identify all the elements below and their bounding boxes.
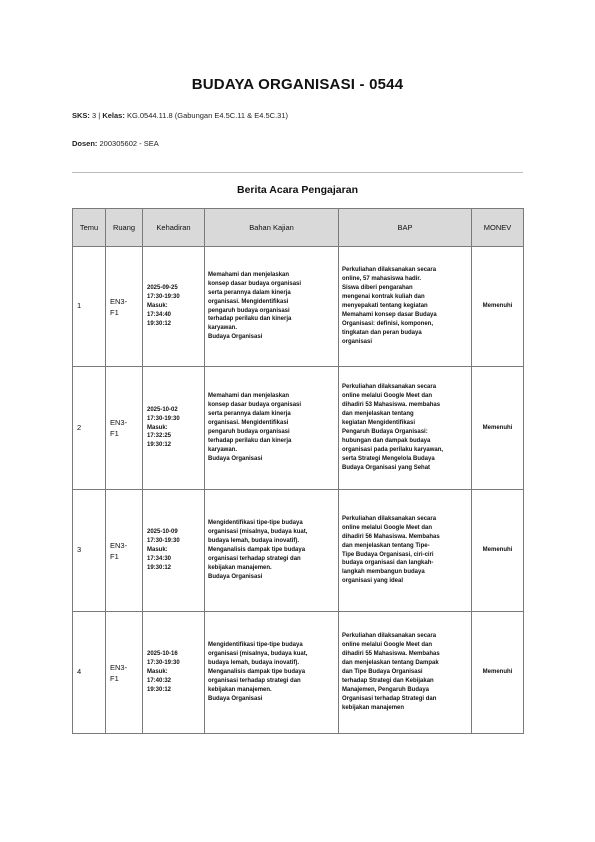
cell-monev: Memenuhi: [472, 247, 524, 367]
sks-value: 3: [92, 111, 97, 120]
column-header-temu: Temu: [73, 209, 106, 247]
cell-ruang-line: F1: [110, 673, 119, 683]
cell-kehadiran-line: 2025-10-16: [147, 651, 178, 658]
cell-bap-line: mengenai kontrak kuliah dan: [342, 294, 425, 301]
cell-bap-line: organisasi yang ideal: [342, 578, 404, 585]
cell-bap-line: dan menjelaskan tentang Dampak: [342, 660, 439, 667]
divider: [72, 172, 523, 173]
cell-bap: [339, 247, 472, 367]
cell-bahan-kajian-line: kebijakan manajemen.: [208, 686, 272, 693]
cell-bap-line: Tipe Budaya Organisasi, ciri-ciri: [342, 551, 434, 558]
cell-bap-line: Budaya Organisasi yang Sehat: [342, 464, 431, 471]
cell-bap: [339, 612, 472, 734]
cell-monev: Memenuhi: [472, 612, 524, 734]
cell-bahan-kajian-line: organisasi. Mengidentifikasi: [208, 298, 289, 305]
table-row: [73, 367, 524, 490]
cell-bahan-kajian-line: karyawan.: [208, 446, 238, 453]
cell-temu: 3: [73, 490, 106, 612]
cell-bap-line: budaya organisasi dan langkah-: [342, 560, 434, 567]
page-title: BUDAYA ORGANISASI - 0544: [191, 76, 404, 93]
cell-bahan-kajian-line: Budaya Organisasi: [208, 695, 263, 702]
sks-label: SKS:: [72, 111, 90, 120]
cell-bap-line: dan menjelaskan tentang Tipe-: [342, 542, 430, 549]
cell-bap: [339, 490, 472, 612]
cell-bahan-kajian-line: Memahami dan menjelaskan: [208, 393, 290, 400]
cell-bahan-kajian-line: Mengidentifikasi tipe-tipe budaya: [208, 520, 303, 527]
cell-bap-line: kebijakan manajemen: [342, 704, 405, 711]
cell-kehadiran-line: Masuk:: [147, 303, 168, 310]
table-row: [73, 490, 524, 612]
cell-bap-line: kegiatan Mengidentifikasi: [342, 420, 416, 427]
cell-bahan-kajian-line: budaya lemah, budaya inovatif).: [208, 538, 300, 545]
cell-bahan-kajian-line: kebijakan manajemen.: [208, 564, 272, 571]
cell-bap-line: menyepakati tentang kegiatan: [342, 303, 428, 310]
class-info: [72, 111, 288, 120]
table-row: [73, 247, 524, 367]
cell-bahan-kajian-line: Menganalisis dampak tipe budaya: [208, 547, 306, 554]
cell-kehadiran-line: 17:30-19:30: [147, 660, 180, 667]
cell-bap-line: online melalui Google Meet dan: [342, 642, 433, 649]
cell-ruang: [106, 247, 143, 367]
cell-bahan-kajian-line: Budaya Organisasi: [208, 334, 263, 341]
cell-temu: 4: [73, 612, 106, 734]
cell-bap-line: organisasi pada perilaku karyawan,: [342, 446, 444, 453]
cell-bap-line: organisasi: [342, 338, 373, 345]
cell-temu: 2: [73, 367, 106, 490]
cell-kehadiran-line: 17:30-19:30: [147, 538, 180, 545]
cell-kehadiran-line: 19:30:12: [147, 442, 172, 449]
cell-bahan-kajian-line: Budaya Organisasi: [208, 573, 263, 580]
cell-bahan-kajian-line: Budaya Organisasi: [208, 455, 263, 462]
cell-kehadiran-line: 19:30:12: [147, 320, 172, 327]
cell-kehadiran: [143, 247, 205, 367]
column-header-ruang: Ruang: [106, 209, 143, 247]
cell-kehadiran-line: 17:30-19:30: [147, 294, 180, 301]
cell-kehadiran-line: Masuk:: [147, 669, 168, 676]
cell-bahan-kajian-line: organisasi terhadap strategi dan: [208, 677, 301, 684]
cell-bahan-kajian-line: konsep dasar budaya organisasi: [208, 280, 302, 287]
column-header-bap: BAP: [339, 209, 472, 247]
cell-bap-line: Organisasi: definisi, komponen,: [342, 320, 434, 327]
cell-bap-line: dan Tipe Budaya Organisasi: [342, 669, 423, 676]
cell-kehadiran-line: 17:34:30: [147, 555, 172, 562]
cell-bap-line: tingkatan dan peran budaya: [342, 329, 422, 336]
separator: |: [98, 111, 101, 120]
dosen-value: 200305602 - SEA: [99, 139, 159, 148]
teaching-record-table: [72, 208, 524, 734]
cell-ruang-line: EN3-: [110, 418, 128, 427]
cell-monev: Memenuhi: [472, 367, 524, 490]
lecturer-info: [72, 139, 159, 148]
cell-bahan-kajian-line: organisasi. Mengidentifikasi: [208, 420, 289, 427]
cell-bahan-kajian-line: konsep dasar budaya organisasi: [208, 402, 302, 409]
cell-bahan-kajian-line: Mengidentifikasi tipe-tipe budaya: [208, 642, 303, 649]
section-title: Berita Acara Pengajaran: [236, 184, 358, 196]
cell-bap-line: online, 57 mahasiswa hadir.: [342, 276, 422, 283]
cell-bap-line: dihadiri 53 Mahasiswa. membahas: [342, 402, 441, 409]
cell-ruang-line: EN3-: [110, 296, 128, 306]
column-header-kehadiran: Kehadiran: [143, 209, 205, 247]
cell-bahan-kajian-line: organisasi (misalnya, budaya kuat,: [208, 529, 308, 536]
cell-bap-line: Perkuliahan dilaksanakan secara: [342, 267, 437, 274]
table-row: [73, 612, 524, 734]
cell-kehadiran-line: 2025-10-02: [147, 406, 178, 413]
cell-kehadiran: [143, 367, 205, 490]
cell-kehadiran-line: 19:30:12: [147, 686, 172, 693]
column-header-monev: MONEV: [472, 209, 524, 247]
cell-bahan-kajian: [205, 367, 339, 490]
cell-ruang-line: F1: [110, 307, 119, 317]
cell-bap-line: online melalui Google Meet dan: [342, 393, 433, 400]
cell-ruang-line: EN3-: [110, 662, 128, 672]
cell-bahan-kajian-line: serta perannya dalam kinerja: [208, 289, 291, 296]
cell-bahan-kajian-line: pengaruh budaya organisasi: [208, 307, 290, 314]
table-header-row: [73, 209, 524, 247]
cell-kehadiran-line: Masuk:: [147, 547, 168, 554]
kelas-value: KG.0544.11.8 (Gabungan E4.5C.11 & E4.5C.31): [126, 111, 289, 120]
cell-bahan-kajian: [205, 612, 339, 734]
cell-ruang: [106, 612, 143, 734]
cell-kehadiran-line: 19:30:12: [147, 564, 172, 571]
cell-bahan-kajian-line: Memahami dan menjelaskan: [208, 271, 290, 278]
cell-bap-line: Perkuliahan dilaksanakan secara: [342, 515, 437, 522]
cell-kehadiran-line: 2025-09-25: [147, 285, 178, 292]
cell-bap-line: serta Strategi Mengelola Budaya: [342, 455, 435, 462]
cell-bap-line: hubungan dan dampak budaya: [342, 437, 431, 444]
cell-ruang-line: F1: [110, 551, 119, 561]
cell-bahan-kajian-line: karyawan.: [208, 325, 238, 332]
cell-bap-line: Organisasi terhadap Strategi dan: [342, 695, 437, 702]
cell-bap-line: Pengaruh Budaya Organisasi:: [342, 429, 428, 435]
cell-kehadiran-line: 17:40:32: [147, 677, 172, 684]
cell-bap-line: dihadiri 56 Mahasiswa. Membahas: [342, 533, 440, 540]
cell-bahan-kajian-line: Menganalisis dampak tipe budaya: [208, 669, 306, 676]
cell-bap-line: dihadiri 55 Mahasiswa. Membahas: [342, 651, 440, 658]
cell-kehadiran-line: Masuk:: [147, 424, 168, 431]
cell-bap-line: langkah membangun budaya: [342, 569, 425, 576]
cell-kehadiran-line: 17:32:25: [147, 433, 172, 440]
cell-bap-line: online melalui Google Meet dan: [342, 524, 433, 531]
column-header-bahan-kajian: Bahan Kajian: [205, 209, 339, 247]
cell-kehadiran: [143, 490, 205, 612]
cell-bahan-kajian-line: terhadap perilaku dan kinerja: [208, 316, 292, 323]
cell-ruang-line: F1: [110, 429, 119, 438]
cell-bap-line: Memahami konsep dasar Budaya: [342, 311, 437, 318]
cell-kehadiran-line: 2025-10-09: [147, 529, 178, 536]
cell-bahan-kajian-line: pengaruh budaya organisasi: [208, 429, 290, 435]
cell-bap-line: dan menjelaskan tentang: [342, 411, 414, 418]
cell-bap-line: Manajemen, Pengaruh Budaya: [342, 686, 430, 693]
cell-bap-line: Perkuliahan dilaksanakan secara: [342, 633, 437, 640]
cell-ruang: [106, 367, 143, 490]
cell-ruang: [106, 490, 143, 612]
cell-kehadiran-line: 17:34:40: [147, 311, 172, 318]
cell-kehadiran-line: 17:30-19:30: [147, 415, 180, 422]
dosen-label: Dosen:: [72, 139, 98, 148]
cell-temu: 1: [73, 247, 106, 367]
cell-bahan-kajian-line: organisasi (misalnya, budaya kuat,: [208, 651, 308, 658]
kelas-label: Kelas:: [102, 111, 125, 120]
cell-bap-line: Perkuliahan dilaksanakan secara: [342, 384, 437, 391]
cell-bahan-kajian-line: terhadap perilaku dan kinerja: [208, 437, 292, 444]
cell-bahan-kajian-line: budaya lemah, budaya inovatif).: [208, 660, 300, 667]
cell-bap-line: Siswa diberi pengarahan: [342, 285, 413, 292]
cell-bap-line: terhadap Strategi dan Kebijakan: [342, 677, 434, 684]
cell-monev: Memenuhi: [472, 490, 524, 612]
cell-bahan-kajian: [205, 490, 339, 612]
cell-bap: [339, 367, 472, 490]
cell-bahan-kajian-line: serta perannya dalam kinerja: [208, 411, 291, 418]
cell-kehadiran: [143, 612, 205, 734]
cell-bahan-kajian-line: organisasi terhadap strategi dan: [208, 555, 301, 562]
cell-bahan-kajian: [205, 247, 339, 367]
cell-ruang-line: EN3-: [110, 540, 128, 550]
